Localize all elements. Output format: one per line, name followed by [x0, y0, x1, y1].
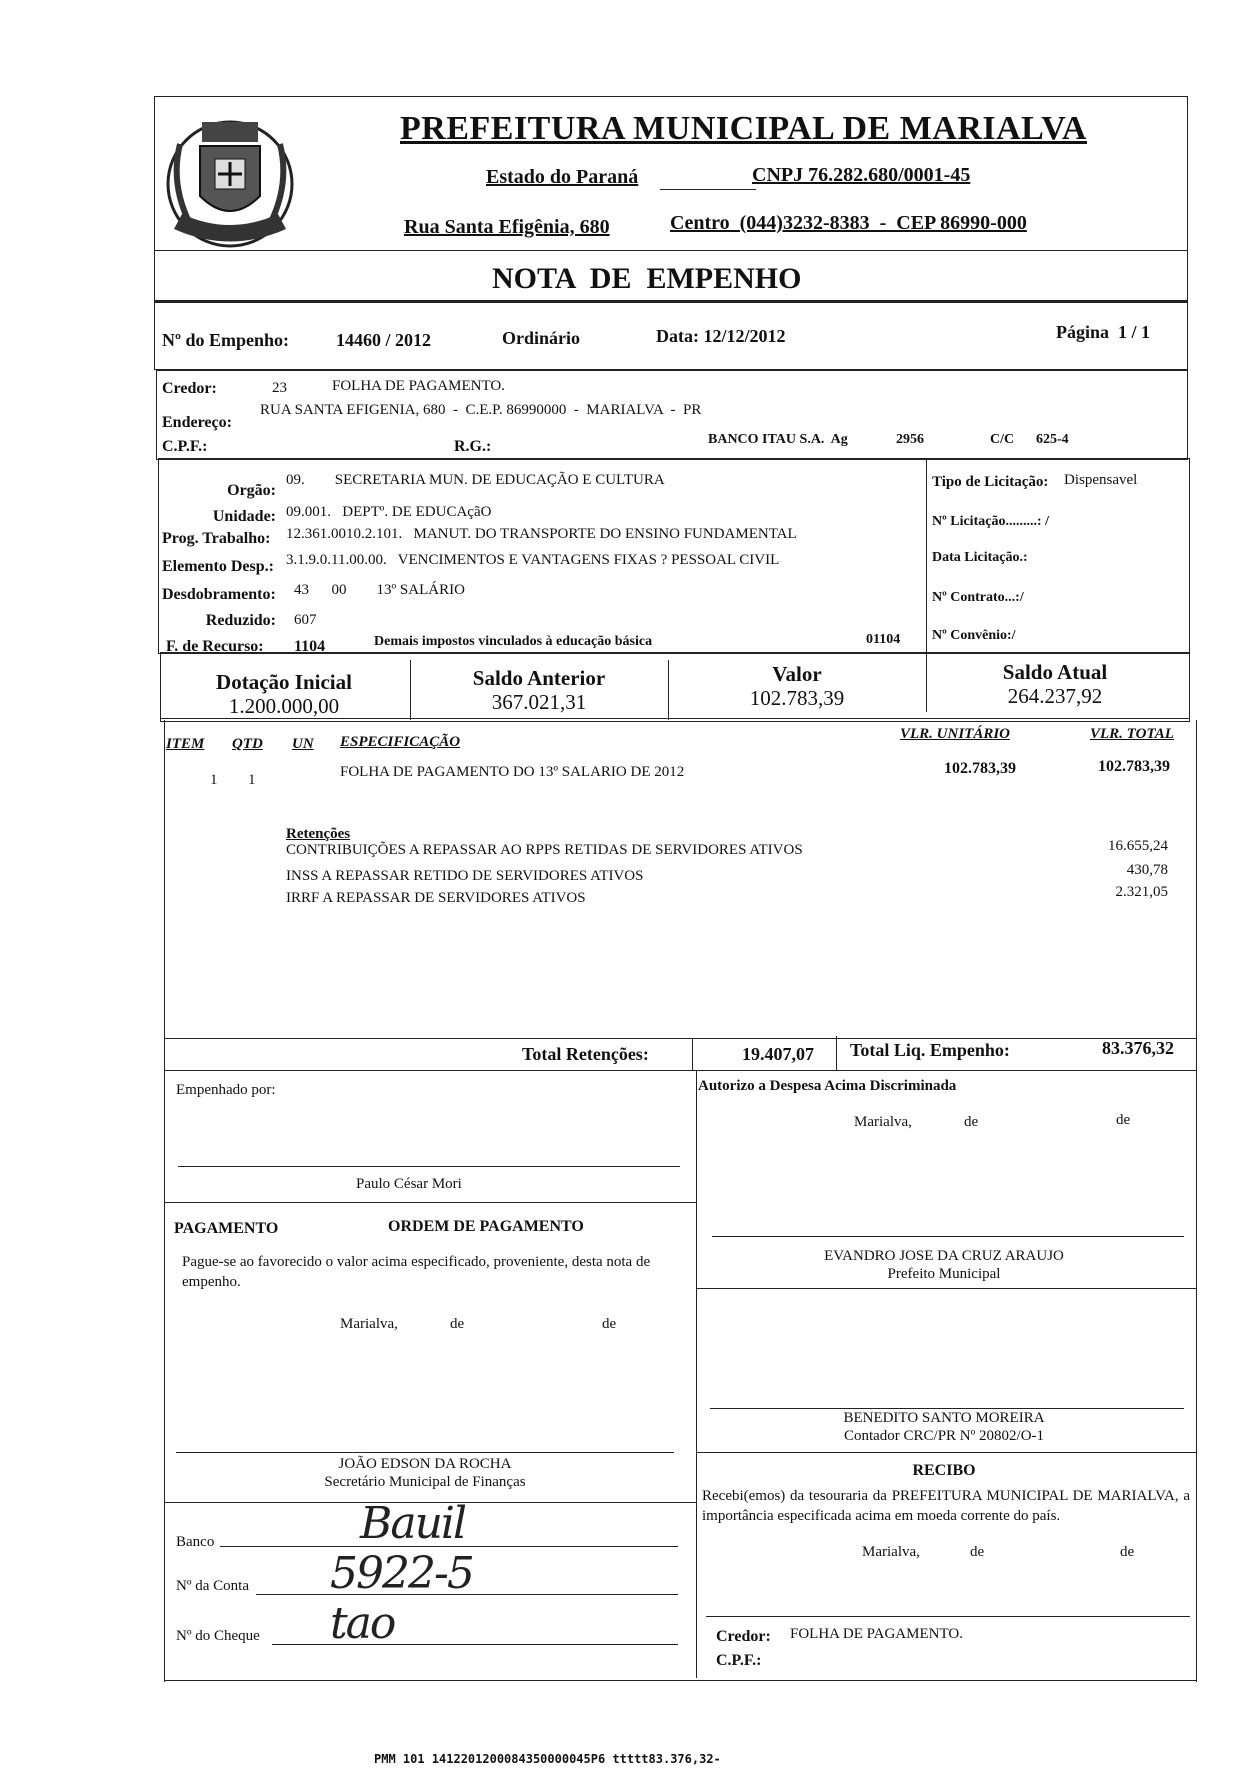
- valor-value: 102.783,39: [749, 686, 845, 710]
- credor-code: 23: [272, 380, 287, 396]
- totals-top: [164, 1038, 1196, 1039]
- saldo-anterior-label: Saldo Anterior: [472, 666, 606, 690]
- ordem-pagamento-label: ORDEM DE PAGAMENTO: [388, 1218, 584, 1235]
- unidade-label: Unidade:: [212, 508, 276, 525]
- dotacao-label: Dotação Inicial: [216, 670, 352, 694]
- footer-middle-divider: [696, 1070, 697, 1678]
- recurso-code: 01104: [866, 632, 901, 647]
- empenhado-signature-line: [178, 1166, 680, 1167]
- total-retencoes-label: Total Retenções:: [522, 1044, 649, 1064]
- unidade-value: 09.001. DEPTº. DE EDUCAçãO: [286, 504, 492, 520]
- item-vunit: 102.783,39: [944, 760, 1016, 777]
- endereco-label: Endereço:: [162, 414, 232, 431]
- totals-div-2: [836, 1036, 837, 1070]
- cc-number: 625-4: [1036, 432, 1069, 447]
- convenio-text: Nº Convênio:/: [932, 628, 1016, 643]
- cheque-label: Nº do Cheque: [176, 1628, 260, 1644]
- recibo-signature-line: [706, 1616, 1190, 1617]
- items-left-border: [164, 720, 165, 1682]
- rg-label: R.G.:: [454, 438, 492, 455]
- col-un: UN: [292, 736, 314, 752]
- endereco-text: Rua Santa Efigênia, 680: [404, 216, 610, 238]
- contador-bottom: [696, 1452, 1196, 1453]
- prog-value: 12.361.0010.2.101. MANUT. DO TRANSPORTE DO ENSINO FUNDAMENTAL: [286, 526, 797, 542]
- agencia-text: 2956: [896, 432, 924, 447]
- conta-handwriting: 5922-5: [330, 1548, 473, 1599]
- items-right-border: [1196, 720, 1197, 1682]
- elemento-value: 3.1.9.0.11.00.00. VENCIMENTOS E VANTAGENS FIXAS ? PESSOAL CIVIL: [286, 552, 780, 568]
- underline-estado: [660, 189, 756, 190]
- contador-cargo: Contador CRC/PR Nº 20802/O-1: [843, 1428, 1045, 1444]
- banco-label: Banco: [176, 1534, 215, 1550]
- saldos-div-2: [668, 660, 669, 720]
- saldos-div-1: [410, 660, 411, 720]
- contador-signature-line: [710, 1408, 1184, 1409]
- page-title: PREFEITURA MUNICIPAL DE MARIALVA: [400, 110, 1087, 147]
- footer-bottom: [164, 1680, 1196, 1681]
- autorizo-de-2: de: [1116, 1112, 1131, 1128]
- item-qtd: 1: [248, 772, 256, 788]
- col-qtd: QTD: [232, 736, 263, 752]
- empenho-label: Nº do Empenho:: [162, 330, 289, 350]
- reduzido-value: 607: [294, 612, 317, 628]
- tipo-licitacao-value: Dispensavel: [1064, 472, 1138, 488]
- coat-of-arms-logo: [160, 104, 300, 254]
- secretario-signature-line: [176, 1452, 674, 1453]
- col-vunit: VLR. UNITÁRIO: [900, 726, 1011, 742]
- desdob-value: 43 00 13º SALÁRIO: [294, 582, 465, 598]
- contrato-text: Nº Contrato...:/: [932, 590, 1024, 605]
- pagina-text: Página 1 / 1: [1056, 322, 1151, 342]
- recibo-cpf-label: C.P.F.:: [716, 1652, 762, 1669]
- item-number: 1: [210, 772, 218, 788]
- recurso-value: 1104: [294, 638, 326, 655]
- autorizo-de-1: de: [964, 1114, 979, 1130]
- document-title: NOTA DE EMPENHO: [492, 262, 802, 295]
- totals-div-1: [692, 1038, 693, 1070]
- recibo-de-1: de: [970, 1544, 985, 1560]
- pagamento-de-1: de: [450, 1316, 465, 1332]
- recibo-credor-name: FOLHA DE PAGAMENTO.: [790, 1626, 963, 1642]
- saldo-atual-label: Saldo Atual: [1002, 660, 1108, 684]
- recibo-local: Marialva,: [862, 1544, 920, 1560]
- credor-label: Credor:: [162, 380, 217, 397]
- desdob-label: Desdobramento:: [162, 586, 276, 603]
- empenhado-bottom: [164, 1202, 696, 1203]
- header-divider-2: [154, 300, 1188, 303]
- empenho-tipo: Ordinário: [502, 328, 581, 348]
- tipo-licitacao-label: Tipo de Licitação:: [932, 474, 1049, 490]
- item-vtotal: 102.783,39: [1098, 758, 1170, 775]
- retencoes-title: Retenções: [286, 826, 351, 842]
- pagamento-de-2: de: [602, 1316, 617, 1332]
- num-licitacao: Nº Licitação.........: /: [932, 514, 1049, 529]
- saldos-div-3: [926, 652, 927, 712]
- empenho-data: Data: 12/12/2012: [656, 326, 786, 346]
- orgao-label: Orgão:: [227, 482, 276, 499]
- barcode-line-text: PMM 101 1412201200084350000045P6 ttttt83.376,32-: [374, 1752, 721, 1766]
- autorizo-text: Autorizo a Despesa Acima Discriminada: [698, 1078, 957, 1094]
- empenho-number: 14460 / 2012: [336, 330, 432, 350]
- banco-text: BANCO ITAU S.A. Ag: [708, 432, 848, 447]
- header-divider: [154, 250, 1188, 251]
- licitacao-divider: [926, 458, 927, 654]
- contador-nome: BENEDITO SANTO MOREIRA: [843, 1410, 1045, 1426]
- prefeito-nome: EVANDRO JOSE DA CRUZ ARAUJO: [824, 1248, 1064, 1264]
- total-liq-label: Total Liq. Empenho:: [850, 1040, 1010, 1060]
- empenhado-por-label: Empenhado por:: [176, 1082, 276, 1098]
- recurso-desc: Demais impostos vinculados à educação básica: [374, 634, 653, 649]
- data-licitacao: Data Licitação.:: [932, 550, 1028, 565]
- dotacao-value: 1.200.000,00: [228, 694, 340, 718]
- recibo-text: Recebi(emos) da tesouraria da PREFEITURA MUNICIPAL DE MARIALVA, a importância especificada acima em moeda corrente do país.: [702, 1488, 1190, 1524]
- cpf-label: C.P.F.:: [162, 438, 208, 455]
- recibo-de-2: de: [1120, 1544, 1135, 1560]
- saldo-atual-value: 264.237,92: [1007, 684, 1103, 708]
- cc-label: C/C: [990, 432, 1015, 447]
- credor-name: FOLHA DE PAGAMENTO.: [332, 378, 505, 394]
- credor-endereco: RUA SANTA EFIGENIA, 680 - C.E.P. 86990000 - MARIALVA - PR: [260, 402, 702, 418]
- autorizo-local: Marialva,: [854, 1114, 912, 1130]
- conta-label: Nº da Conta: [176, 1578, 249, 1594]
- item-desc: FOLHA DE PAGAMENTO DO 13º SALARIO DE 2012: [340, 764, 685, 780]
- orgao-value: 09. SECRETARIA MUN. DE EDUCAÇÃO E CULTURA: [286, 472, 665, 488]
- cheque-handwriting: tao: [330, 1598, 395, 1649]
- saldo-anterior-value: 367.021,31: [491, 690, 587, 714]
- retencao-desc-3: IRRF A REPASSAR DE SERVIDORES ATIVOS: [286, 890, 586, 906]
- col-vtotal: VLR. TOTAL: [1090, 726, 1174, 742]
- secretario-nome: JOÃO EDSON DA ROCHA: [338, 1456, 512, 1472]
- prefeito-bottom: [696, 1288, 1196, 1289]
- recurso-label: F. de Recurso:: [166, 638, 264, 655]
- prefeito-signature-line: [712, 1236, 1184, 1237]
- contato-text: Centro (044)3232-8383 - CEP 86990-000: [670, 212, 1027, 234]
- pagamento-label: PAGAMENTO: [174, 1220, 279, 1237]
- col-espec: ESPECIFICAÇÃO: [340, 734, 461, 750]
- valor-label: Valor: [772, 662, 822, 686]
- retencao-valor-1: 16.655,24: [1108, 838, 1168, 854]
- retencao-desc-2: INSS A REPASSAR RETIDO DE SERVIDORES ATIVOS: [286, 868, 644, 884]
- banco-handwriting: Bauil: [360, 1498, 466, 1549]
- retencao-valor-3: 2.321,05: [1115, 884, 1168, 900]
- pagamento-local: Marialva,: [340, 1316, 398, 1332]
- estado-text: Estado do Paraná: [486, 166, 639, 188]
- recibo-credor-label: Credor:: [716, 1628, 771, 1645]
- pague-se-text: Pague-se ao favorecido o valor acima especificado, proveniente, desta nota de empenho.: [182, 1254, 651, 1290]
- retencao-desc-1: CONTRIBUIÇÕES A REPASSAR AO RPPS RETIDAS DE SERVIDORES ATIVOS: [286, 842, 803, 858]
- empenhado-nome: Paulo César Mori: [356, 1176, 462, 1192]
- reduzido-label: Reduzido:: [205, 612, 276, 629]
- prog-label: Prog. Trabalho:: [162, 530, 271, 547]
- elemento-label: Elemento Desp.:: [162, 558, 274, 575]
- prefeito-cargo: Prefeito Municipal: [887, 1266, 1001, 1282]
- total-retencoes-value: 19.407,07: [742, 1044, 814, 1064]
- totals-bottom: [164, 1070, 1196, 1071]
- total-liq-value: 83.376,32: [1102, 1038, 1174, 1058]
- recibo-title: RECIBO: [912, 1462, 976, 1479]
- secretario-cargo: Secretário Municipal de Finanças: [324, 1474, 526, 1490]
- cnpj-text: CNPJ 76.282.680/0001-45: [752, 164, 971, 186]
- retencao-valor-2: 430,78: [1126, 862, 1168, 878]
- col-item: ITEM: [166, 736, 205, 752]
